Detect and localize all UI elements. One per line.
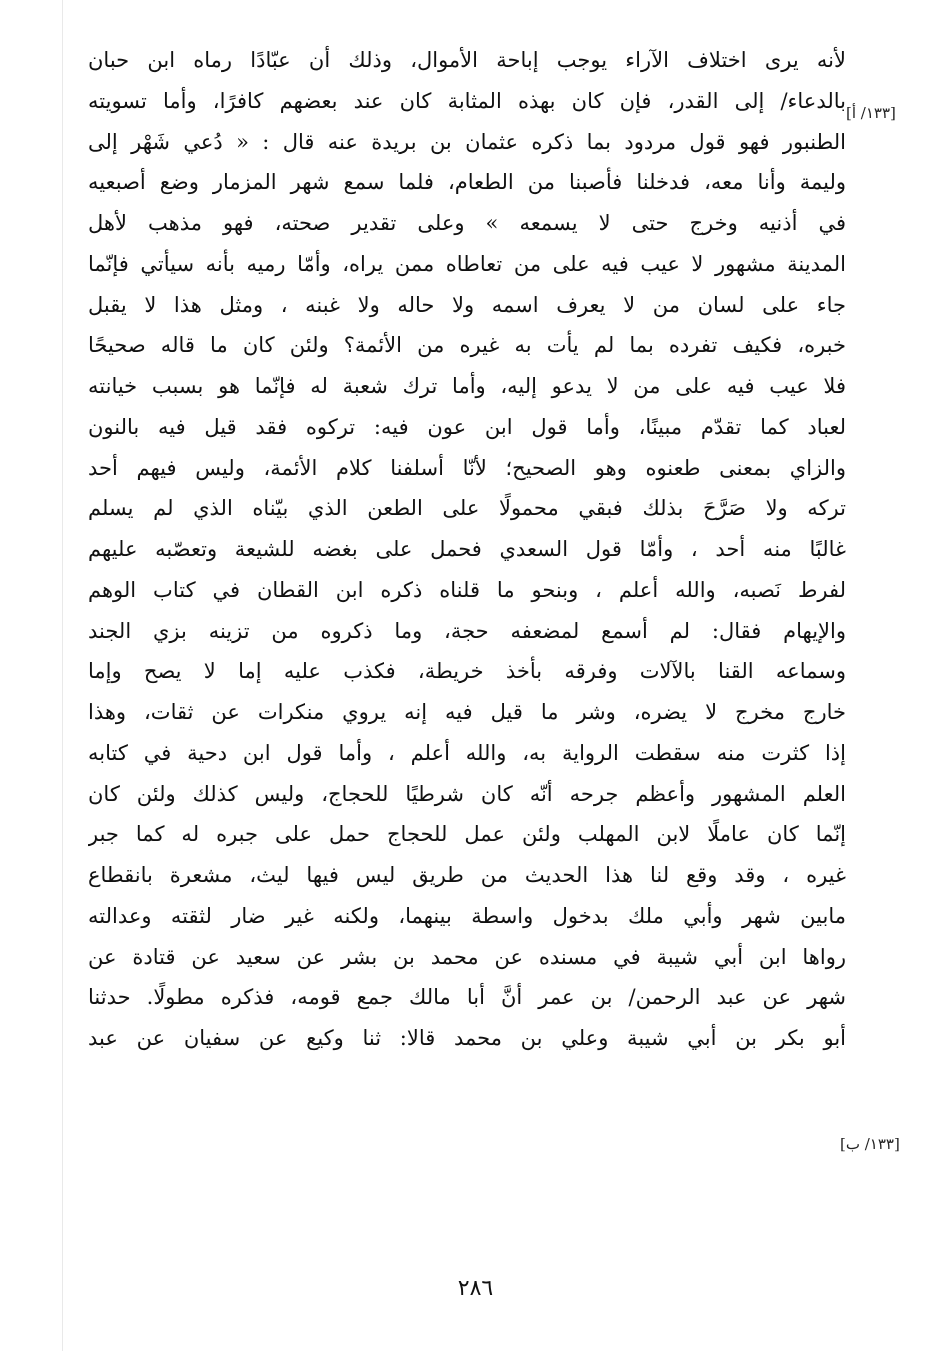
text-line-22: مابين شهر وأبي ملك بدخول واسطة بينهما، ولكنه غير ضار لثقته وعدالته bbox=[88, 903, 846, 928]
text-line-5: في أذنيه وخرج حتى لا يسمعه » وعلى تقدير صحته، فهو مذهب لأهل bbox=[88, 211, 846, 235]
text-line-23: رواها ابن أبي شيبة في مسنده عن محمد بن بشر عن سعيد عن قتادة عن bbox=[88, 944, 846, 969]
text-line-14: لفرط نَصبه، والله أعلم ، وبنحو ما قلناه ذكره ابن القطان في كتاب الوهم bbox=[88, 577, 846, 602]
text-line-15: والإيهام فقال: لم أسمع لمضعفه حجة، وما ذكروه من تزينه بزي الجند bbox=[88, 618, 846, 643]
page-number: ٢٨٦ bbox=[457, 1276, 494, 1301]
text-line-25: أبو بكر بن أبي شيبة وعلي بن محمد قالا: ثنا وكيع عن سفيان عن عبد bbox=[88, 1026, 846, 1050]
text-line-20: إنّما كان عاملًا لابن المهلب ولئن عمل للحجاج حمل على جبره له كما جبر bbox=[88, 822, 846, 847]
text-line-6: المدينة مشهور لا عيب فيه على من تعاطاه ممن يراه، وأمّا رميه بأنه سيأتي فإنّما bbox=[88, 251, 846, 276]
text-line-1: لأنه يرى اختلاف الآراء يوجب إباحة الأموال، وذلك أن عبّادًا رماه ابن حبان bbox=[88, 48, 846, 72]
text-line-13: غالبًا منه أحد ، وأمّا قول السعدي فحمل على بغضه للشيعة وتعصّبه عليهم bbox=[88, 537, 846, 561]
text-line-21: غيره ، وقد وقع لنا هذا الحديث من طريق ليس فيها ليث، مشعرة بانقطاع bbox=[88, 863, 846, 887]
text-line-16: وسماعه القنا بالآلات وفرقه بأخذ خريطة، فكذب عليه إما لا يصح وإما bbox=[88, 659, 846, 684]
text-line-11: والزاي بمعنى طعنوه وهو الصحيح؛ لأنّا أسلفنا كلام الأئمة، وليس فيهم أحد bbox=[88, 455, 846, 480]
body-text bbox=[88, 40, 846, 1059]
text-line-12: تركه ولا صَرَّحَ بذلك فبقي محمولًا على الطعن الذي بيّناه الذي لم يسلم bbox=[88, 496, 846, 521]
manuscript-folio-marker-b: [١٣٣/ ب] bbox=[840, 1135, 900, 1153]
manuscript-folio-marker-a: [١٣٣/ أ] bbox=[846, 104, 896, 122]
text-line-10: لعباد كما تقدّم مبينًا، وأما قول ابن عون فيه: تركوه فقد قيل فيه بالنون bbox=[88, 414, 846, 439]
text-line-17: خارج مخرج لا يضره، وشر ما قيل فيه إنه يروي منكرات عن ثقات، وهذا bbox=[88, 700, 846, 724]
text-line-8: خبره، فكيف تفرده بما لم يأت به غيره من الأئمة؟ ولئن كان ما قاله صحيحًا bbox=[88, 333, 846, 358]
text-line-9: فلا عيب فيه على من لا يدعو إليه، وأما ترك شعبة له فإنّما هو بسبب خيانته bbox=[88, 374, 846, 398]
page-edge-shadow bbox=[62, 0, 63, 1351]
text-line-4: وليمة وأنا معه، فدخلنا فأصبنا من الطعام، فلما سمع شهر المزمار وضع أصبعيه bbox=[88, 170, 846, 195]
text-line-24: شهر عن عبد الرحمن/ بن عمر أنَّ أبا مالك جمع قومه، فذكره مطولًا. حدثنا bbox=[88, 985, 846, 1010]
text-line-2: بالدعاء/ إلى القدر، فإن كان بهذه المثابة كان عند بعضهم كافرًا، وأما تسويته bbox=[88, 88, 846, 113]
text-line-3: الطنبور فهو قول مردود بما ذكره عثمان بن بريدة عنه قال : « دُعي شَهْر إلى bbox=[88, 129, 846, 154]
text-line-19: العلم المشهور وأعظم جرحه أنّه كان شرطيًا للحجاج، وليس كذلك ولئن كان bbox=[88, 781, 846, 806]
text-line-18: إذا كثرت منه سقطت الرواية به، والله أعلم ، وأما قول ابن دحية في كتابه bbox=[88, 740, 846, 765]
text-line-7: جاء على لسان من لا يعرف اسمه ولا حاله ولا غبنه ، ومثل هذا لا يقبل bbox=[88, 292, 846, 317]
